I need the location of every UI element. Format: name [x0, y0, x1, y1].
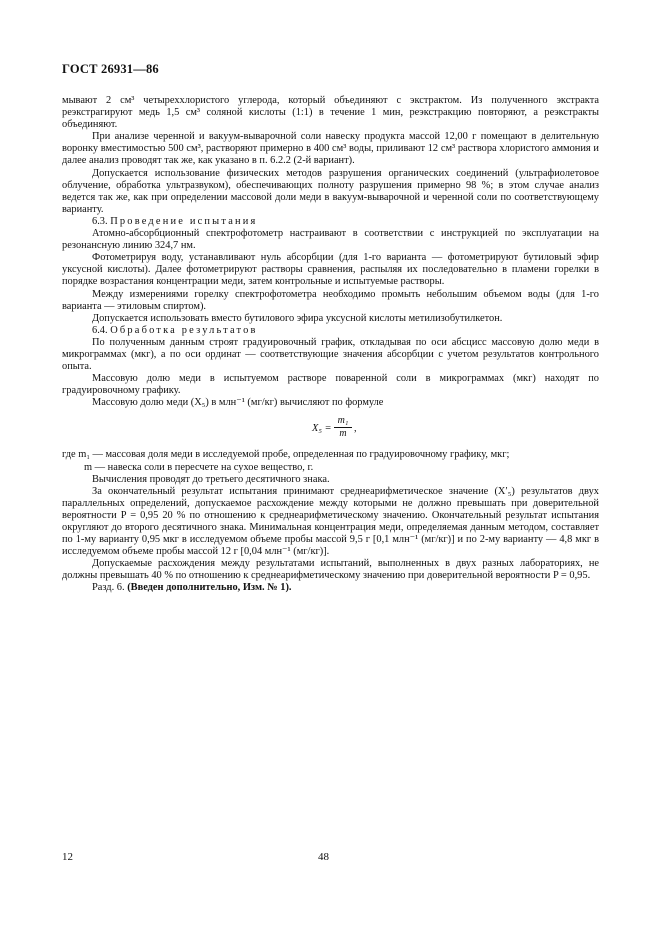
section-number-6-3: 6.3.: [92, 215, 108, 227]
paragraph-calculation-precision: Вычисления проводят до третьего десятичного знака.: [92, 473, 330, 485]
formula-numerator: m₁: [334, 415, 352, 428]
paragraph-amendment-note: [62, 582, 599, 594]
page-number-left: 12: [62, 851, 73, 863]
section-number-6-4: 6.4.: [92, 324, 108, 336]
definition-m: m — навеска соли в пересчете на сухое вещество, г.: [84, 461, 314, 473]
paragraph-calibration-graph: По полученным данным строят градуировочный график, откладывая по оси абсцисс массовую долю меди в микрограммах (мкг), а по оси ординат — соответствующие значения абсорбции с учетом результатов контрольного опыта.: [62, 336, 599, 373]
paragraph-burner-rinse: Между измерениями горелку спектрофотометра необходимо промыть небольшим объемом воды (для 1-го варианта — этиловым спиртом).: [62, 288, 599, 312]
paragraph-salt-analysis: При анализе черенной и вакуум-выварочной соли навеску продукта массой 12,00 г помещают в делительную воронку вместимостью 500 см³, растворяют примерно в 400 см³ воды, приливают 12 см³ раствора хлористого аммония и далее анализ проводят так же, как указано в п. 6.2.2 (2-й вариант).: [62, 131, 599, 167]
document-body: [62, 95, 599, 595]
formula-fraction: [334, 415, 352, 440]
section-title-6-3: Проведение испытания: [110, 215, 258, 227]
paragraph-final-result: За окончательный результат испытания принимают среднеарифметическое значение (X′₅) результатов двух параллельных определений, допускаемое расхождение между которыми не должно превышать при доверительной вероятности P = 0,95 20 % по отношению к среднеарифметическому значению. Окончательный результат испытания округляют до второго десятичного знака. Минимальная концентрация меди, определяемая данным методом, составляет по 1-му варианту 0,95 мкг в исследуемом объеме пробы массой 9,5 г [0,1 млн⁻¹ (мг/кг)] и по 2-му варианту — 4,8 мкг в исследуемом объеме пробы массой 12 г [0,04 млн⁻¹ (мг/кг)].: [62, 485, 599, 558]
formula-denominator: m: [339, 428, 347, 440]
paragraph-extraction-continued: мывают 2 см³ четыреххлористого углерода, который объединяют с экстрактом. Из полученного экстракта реэкстрагируют медь 1,5 см³ соляной кислоты (1:1) в течение 1 мин, реэкстракцию повторяют, а реэкстракты объединяют.: [62, 95, 599, 131]
section-heading-6-4: [62, 325, 599, 337]
paragraph-alternative-solvent: Допускается использовать вместо бутилового эфира уксусной кислоты метилизобутилкетон.: [92, 312, 503, 324]
paragraph-spectrophotometer-setup: Атомно-абсорбционный спектрофотометр настраивают в соответствии с инструкцией по эксплуатации на резонансную линию 324,7 нм.: [62, 228, 599, 252]
formula-definitions: [62, 449, 599, 473]
formula-x5: [62, 415, 599, 443]
paragraph-physical-methods: Допускается использование физических методов разрушения органических соединений (ультрафиолетовое облучение, обработка ультразвуком), обеспечивающих полноту разрушения примерно 98 %; в этом случае анализ ведется так же, как при определении массовой доли меди в вакуум-выварочной и черенной соли по соответствующему варианту.: [62, 167, 599, 215]
section-heading-6-3: [62, 216, 599, 228]
formula-lhs: X₅ =: [312, 423, 332, 435]
section-title-6-4: Обработка результатов: [110, 324, 258, 336]
paragraph-photometry: Фотометрируя воду, устанавливают нуль абсорбции (для 1-го варианта — фотометрируют бутиловый эфир уксусной кислоты). Далее фотометрируют растворы сравнения, распыляя их последовательно в пламени горелки в порядке возрастания концентрации меди, затем контрольные и испытуемые растворы.: [62, 252, 599, 288]
document-header-title: ГОСТ 26931—86: [62, 62, 159, 76]
definition-m1: где m₁ — массовая доля меди в исследуемой пробе, определенная по градуировочному графику, мкг;: [62, 449, 510, 461]
paragraph-formula-intro: Массовую долю меди (X₅) в млн⁻¹ (мг/кг) вычисляют по формуле: [92, 397, 384, 409]
paragraph-interlab-discrepancy: Допускаемые расхождения между результатами испытаний, выполненных в двух разных лабораториях, не должны превышать 40 % по отношению к среднеарифметическому значению при доверительной вероятности P = 0,95.: [62, 558, 599, 582]
amendment-prefix: Разд. 6.: [92, 582, 125, 594]
page-number-center: 48: [318, 851, 329, 863]
paragraph-mass-from-graph: Массовую долю меди в испытуемом растворе поваренной соли в микрограммах (мкг) находят по градуировочному графику.: [62, 373, 599, 397]
formula-comma: ,: [354, 423, 357, 435]
amendment-bold: (Введен дополнительно, Изм. № 1).: [127, 582, 292, 594]
